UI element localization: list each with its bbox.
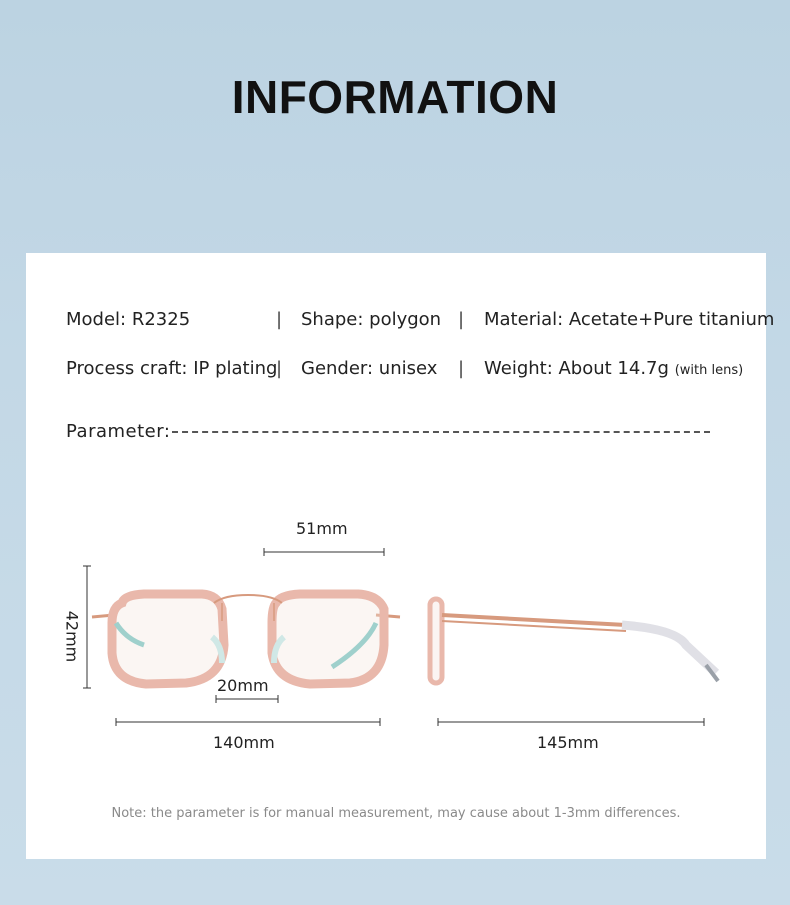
material-text: Material: Acetate+Pure titanium [484, 309, 775, 330]
page-title: INFORMATION [231, 71, 559, 123]
gender-text: Gender: unisex [301, 358, 438, 379]
parameter-label: Parameter: [66, 421, 171, 442]
model-text: Model: R2325 [66, 309, 191, 330]
shape-text: Shape: polygon [301, 309, 442, 330]
separator: | [458, 358, 465, 379]
side-view-glasses [430, 599, 718, 683]
bridge-line [216, 695, 278, 703]
frame-width-label: 140mm [213, 733, 275, 752]
front-view-glasses [92, 594, 400, 684]
info-card [26, 253, 775, 859]
lens-height-line [83, 566, 91, 688]
weight-note: (with lens) [674, 363, 744, 378]
craft-text: Process craft: IP plating [66, 358, 278, 379]
measurement-note: Note: the parameter is for manual measurement, may cause about 1-3mm differences. [111, 806, 681, 821]
lens-width-label: 51mm [296, 519, 348, 538]
temple-length-label: 145mm [537, 733, 599, 752]
separator: | [458, 309, 465, 330]
temple-length-line [438, 718, 704, 726]
glasses-diagram [26, 253, 766, 859]
separator: | [276, 309, 283, 330]
separator: | [276, 358, 283, 379]
weight-text: Weight: About 14.7g (with lens) [484, 358, 744, 379]
frame-width-line [116, 718, 380, 726]
bridge-label: 20mm [217, 676, 269, 695]
lens-height-label: 42mm [62, 610, 82, 663]
lens-width-line [264, 548, 384, 556]
